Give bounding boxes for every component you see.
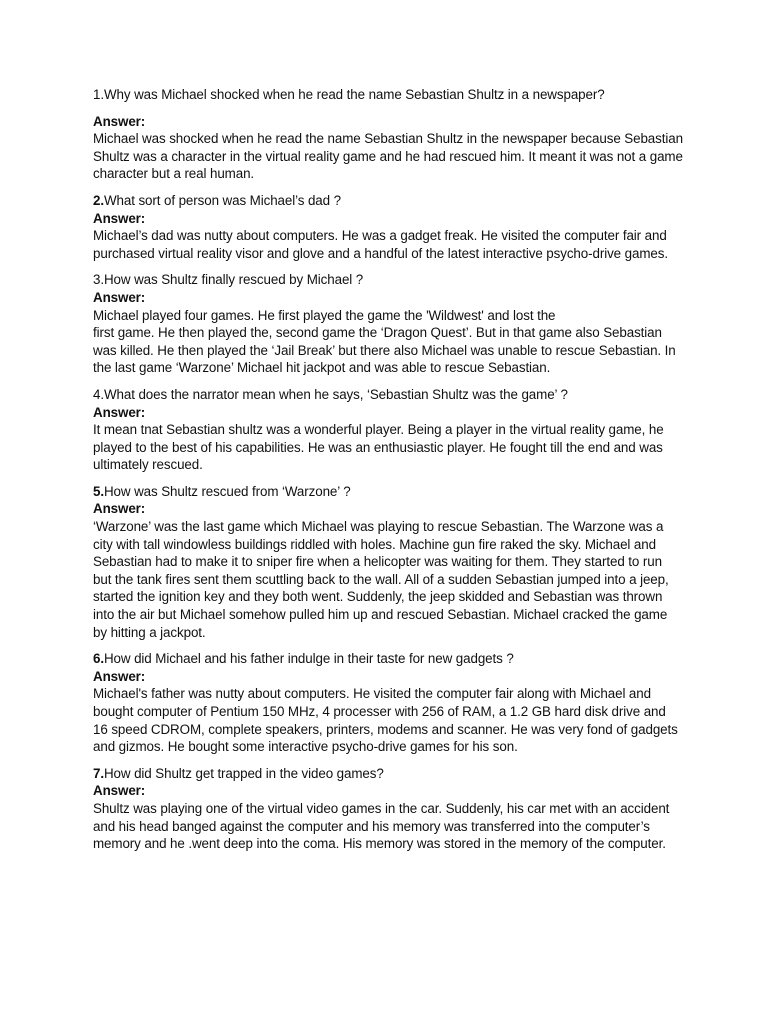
question-text: What does the narrator mean when he says, ‘Sebastian Shultz was the game’ ? [103,386,568,402]
question-4 [93,386,683,404]
qa-item-6 [93,650,683,756]
answer-label: Answer: [93,210,146,226]
question-7 [93,765,683,783]
answer-text-7: Shultz was playing one of the virtual video games in the car. Suddenly, his car met with an accident and his head banged against the computer and his memory was transferred into the computer’s memory and he .went deep into the coma. His memory was stored in the memory of the computer. [93,800,670,852]
answer-label: Answer: [93,289,146,305]
question-number: 6. [93,651,104,667]
question-number: 2. [93,192,104,208]
question-2 [93,192,683,210]
question-number: 4. [93,386,104,402]
answer-text-4: It mean tnat Sebastian shultz was a wonderful player. Being a player in the virtual reality game, he played to the best of his capabilities. He was an enthusiastic player. He fought till the end and was ultimately rescued. [93,422,664,473]
question-text: How did Shultz get trapped in the video games? [103,765,384,781]
answer-label: Answer: [93,501,146,517]
question-number: 5. [93,483,104,499]
question-number: 1. [93,87,104,102]
question-5 [93,483,683,501]
question-3 [93,271,683,289]
question-text: What sort of person was Michael’s dad ? [103,192,341,208]
qa-item-1 [93,86,683,183]
document-page [93,86,683,862]
answer-text-3-line-2: first game. He then played the, second game the ‘Dragon Quest’. But in that game also Sebastian was killed. He then played the ‘Jail Break’ but there also Michael was unable to rescue Sebastian. In the last game ‘Warzone’ Michael hit jackpot and was able to rescue Sebastian. [93,325,676,376]
question-number: 3. [93,272,104,288]
answer-label: Answer: [93,668,146,684]
qa-item-7 [93,765,683,853]
question-text: How did Michael and his father indulge in their taste for new gadgets ? [103,651,514,667]
qa-item-3 [93,271,683,377]
answer-text-6: Michael's father was nutty about computers. He visited the computer fair along with Michael and bought computer of Pentium 150 MHz, 4 processer with 256 of RAM, a 1.2 GB hard disk drive and 16 speed CDROM, complete speakers, printers, modems and scanner. He was very fond of gadgets and gizmos. He bought some interactive psycho-drive games for his son. [93,686,678,755]
question-1 [93,86,683,104]
question-number: 7. [93,765,104,781]
question-text: How was Shultz rescued from ‘Warzone’ ? [103,483,351,499]
answer-text-1: Michael was shocked when he read the name Sebastian Shultz in the newspaper because Sebastian Shultz was a character in the virtual reality game and he had rescued him. It meant it was not a game character but a real human. [93,131,683,182]
answer-text-2: Michael’s dad was nutty about computers. He was a gadget freak. He visited the computer fair and purchased virtual reality visor and glove and a handful of the latest interactive psycho-drive games. [93,228,668,261]
answer-label: Answer: [93,783,146,799]
question-text: How was Shultz finally rescued by Michael ? [103,272,364,288]
answer-label: Answer: [93,113,146,129]
qa-item-4 [93,386,683,474]
question-6 [93,650,683,668]
answer-label: Answer: [93,404,146,420]
answer-text-3-line-1: Michael played four games. He first played the game the 'Wildwest' and lost the [93,307,556,323]
qa-item-2 [93,192,683,262]
answer-text-5: ‘Warzone’ was the last game which Michael was playing to rescue Sebastian. The Warzone was a city with tall windowless buildings riddled with holes. Machine gun fire raked the sky. Michael and Sebastian had to make it to sniper fire when a helicopter was waiting for them. They started to run but the tank fires sent them scuttling back to the wall. All of a sudden Sebastian jumped into a jeep, started the ignition key and they both went. Suddenly, the jeep skidded and Sebastian was thrown into the air but Michael somehow pulled him up and rescued Sebastian. Michael cracked the game by hitting a jackpot. [93,519,669,640]
question-text: Why was Michael shocked when he read the name Sebastian Shultz in a newspaper? [103,87,605,102]
qa-item-5 [93,483,683,641]
